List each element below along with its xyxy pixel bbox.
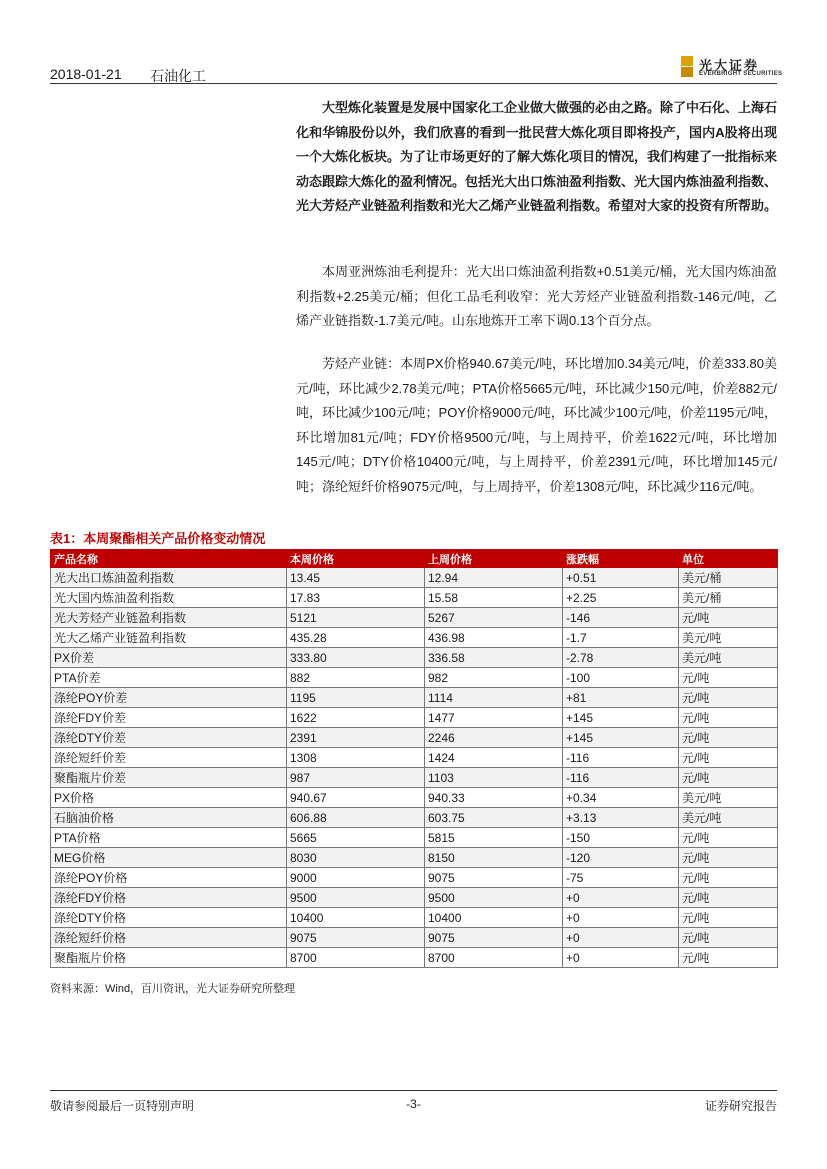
table-row xyxy=(51,788,778,808)
change-cell: -116 xyxy=(563,748,679,768)
this-week-price-cell: 5121 xyxy=(287,608,425,628)
product-name-cell: 涤纶FDY价差 xyxy=(51,708,287,728)
table-header-row xyxy=(51,550,778,568)
last-week-price-cell: 982 xyxy=(425,668,563,688)
unit-cell: 元/吨 xyxy=(679,688,778,708)
footer-divider xyxy=(50,1090,777,1091)
table-row xyxy=(51,868,778,888)
unit-cell: 美元/吨 xyxy=(679,808,778,828)
unit-cell: 元/吨 xyxy=(679,748,778,768)
unit-cell: 美元/吨 xyxy=(679,628,778,648)
change-cell: +81 xyxy=(563,688,679,708)
table-row xyxy=(51,768,778,788)
this-week-price-cell: 10400 xyxy=(287,908,425,928)
table-row xyxy=(51,808,778,828)
header-divider xyxy=(50,83,777,84)
this-week-price-cell: 987 xyxy=(287,768,425,788)
intro-paragraph: 大型炼化装置是发展中国家化工企业做大做强的必由之路。除了中石化、上海石化和华锦股份以外，我们欣喜的看到一批民营大炼化项目即将投产，国内A股将出现一个大炼化板块。为了让市场更好的了解大炼化项目的情况，我们构建了一批指标来动态跟踪大炼化的盈利情况。包括光大出口炼油盈利指数、光大国内炼油盈利指数、光大芳烃产业链盈利指数和光大乙烯产业链盈利指数。希望对大家的投资有所帮助。 xyxy=(296,100,778,213)
unit-cell: 美元/吨 xyxy=(679,648,778,668)
product-name-cell: 涤纶POY价格 xyxy=(51,868,287,888)
change-cell: -75 xyxy=(563,868,679,888)
table-row xyxy=(51,888,778,908)
logo-text-en: EVERBRIGHT SECURITIES xyxy=(699,71,783,77)
table-row xyxy=(51,648,778,668)
last-week-price-cell: 1424 xyxy=(425,748,563,768)
last-week-price-cell: 12.94 xyxy=(425,568,563,588)
product-name-cell: 聚酯瓶片价差 xyxy=(51,768,287,788)
table-source: 资料来源：Wind，百川资讯，光大证券研究所整理 xyxy=(50,983,296,995)
table-row xyxy=(51,848,778,868)
change-cell: -120 xyxy=(563,848,679,868)
unit-cell: 美元/吨 xyxy=(679,788,778,808)
column-header: 产品名称 xyxy=(51,550,287,568)
change-cell: -1.7 xyxy=(563,628,679,648)
change-cell: +0.34 xyxy=(563,788,679,808)
this-week-price-cell: 8030 xyxy=(287,848,425,868)
table-row xyxy=(51,928,778,948)
change-cell: +0 xyxy=(563,948,679,968)
product-name-cell: 涤纶FDY价格 xyxy=(51,888,287,908)
unit-cell: 元/吨 xyxy=(679,828,778,848)
this-week-price-cell: 1622 xyxy=(287,708,425,728)
unit-cell: 元/吨 xyxy=(679,888,778,908)
this-week-price-cell: 1308 xyxy=(287,748,425,768)
product-name-cell: PTA价差 xyxy=(51,668,287,688)
last-week-price-cell: 8150 xyxy=(425,848,563,868)
table-row xyxy=(51,908,778,928)
this-week-price-cell: 9075 xyxy=(287,928,425,948)
product-name-cell: 光大国内炼油盈利指数 xyxy=(51,588,287,608)
product-name-cell: PX价差 xyxy=(51,648,287,668)
last-week-price-cell: 8700 xyxy=(425,948,563,968)
product-name-cell: MEG价格 xyxy=(51,848,287,868)
aromatics-paragraph: 芳烃产业链：本周PX价格940.67美元/吨，环比增加0.34美元/吨，价差333.80美元/吨，环比减少2.78美元/吨；PTA价格5665元/吨，环比减少150元/吨，价差882元/吨，环比减少100元/吨；POY价格9000元/吨，环比减少100元/吨，价差1195元/吨，环比增加81元/吨；FDY价格9500元/吨，与上周持平，价差1622元/吨，环比增加145元/吨；DTY价格10400元/吨，与上周持平，价差2391元/吨，环比增加145元/吨；涤纶短纤价格9075元/吨，与上周持平，价差1308元/吨，环比减少116元/吨。 xyxy=(296,356,777,494)
table-row xyxy=(51,728,778,748)
change-cell: +0 xyxy=(563,928,679,948)
change-cell: -2.78 xyxy=(563,648,679,668)
footer-disclaimer: 敬请参阅最后一页特别声明 xyxy=(50,1099,195,1113)
unit-cell: 美元/桶 xyxy=(679,588,778,608)
table-row xyxy=(51,748,778,768)
logo-mark-icon xyxy=(681,56,693,77)
table-row xyxy=(51,588,778,608)
column-header: 涨跌幅 xyxy=(563,550,679,568)
product-name-cell: PTA价格 xyxy=(51,828,287,848)
this-week-price-cell: 13.45 xyxy=(287,568,425,588)
column-header: 本周价格 xyxy=(287,550,425,568)
unit-cell: 元/吨 xyxy=(679,908,778,928)
column-header: 单位 xyxy=(679,550,778,568)
product-name-cell: 涤纶短纤价格 xyxy=(51,928,287,948)
table-caption: 表1：本周聚酯相关产品价格变动情况 xyxy=(50,531,266,546)
table-row xyxy=(51,688,778,708)
unit-cell: 元/吨 xyxy=(679,928,778,948)
change-cell: -100 xyxy=(563,668,679,688)
last-week-price-cell: 5267 xyxy=(425,608,563,628)
unit-cell: 元/吨 xyxy=(679,848,778,868)
product-name-cell: 光大芳烃产业链盈利指数 xyxy=(51,608,287,628)
table-row xyxy=(51,608,778,628)
unit-cell: 美元/桶 xyxy=(679,568,778,588)
this-week-price-cell: 9500 xyxy=(287,888,425,908)
product-name-cell: 光大出口炼油盈利指数 xyxy=(51,568,287,588)
change-cell: +3.13 xyxy=(563,808,679,828)
unit-cell: 元/吨 xyxy=(679,708,778,728)
last-week-price-cell: 5815 xyxy=(425,828,563,848)
last-week-price-cell: 603.75 xyxy=(425,808,563,828)
page-number: -3- xyxy=(406,1097,421,1111)
table-row xyxy=(51,668,778,688)
unit-cell: 元/吨 xyxy=(679,768,778,788)
summary-paragraph: 本周亚洲炼油毛利提升：光大出口炼油盈利指数+0.51美元/桶，光大国内炼油盈利指数+2.25美元/桶；但化工品毛利收窄：光大芳烃产业链盈利指数-146元/吨，乙烯产业链指数-1.7美元/吨。山东地炼开工率下调0.13个百分点。 xyxy=(296,264,777,328)
last-week-price-cell: 436.98 xyxy=(425,628,563,648)
product-name-cell: 涤纶短纤价差 xyxy=(51,748,287,768)
this-week-price-cell: 1195 xyxy=(287,688,425,708)
change-cell: +0 xyxy=(563,908,679,928)
table-row xyxy=(51,708,778,728)
table-row xyxy=(51,568,778,588)
last-week-price-cell: 336.58 xyxy=(425,648,563,668)
this-week-price-cell: 2391 xyxy=(287,728,425,748)
table-row xyxy=(51,948,778,968)
change-cell: -146 xyxy=(563,608,679,628)
product-name-cell: 涤纶DTY价格 xyxy=(51,908,287,928)
change-cell: -150 xyxy=(563,828,679,848)
unit-cell: 元/吨 xyxy=(679,868,778,888)
product-name-cell: 聚酯瓶片价格 xyxy=(51,948,287,968)
change-cell: +2.25 xyxy=(563,588,679,608)
last-week-price-cell: 9075 xyxy=(425,928,563,948)
this-week-price-cell: 17.83 xyxy=(287,588,425,608)
change-cell: +145 xyxy=(563,708,679,728)
column-header: 上周价格 xyxy=(425,550,563,568)
this-week-price-cell: 435.28 xyxy=(287,628,425,648)
unit-cell: 元/吨 xyxy=(679,948,778,968)
this-week-price-cell: 606.88 xyxy=(287,808,425,828)
last-week-price-cell: 1477 xyxy=(425,708,563,728)
last-week-price-cell: 10400 xyxy=(425,908,563,928)
product-name-cell: 涤纶POY价差 xyxy=(51,688,287,708)
unit-cell: 元/吨 xyxy=(679,608,778,628)
logo-text-cn: 光大证券 xyxy=(699,58,760,73)
table-row xyxy=(51,628,778,648)
change-cell: +0 xyxy=(563,888,679,908)
last-week-price-cell: 9075 xyxy=(425,868,563,888)
this-week-price-cell: 9000 xyxy=(287,868,425,888)
unit-cell: 元/吨 xyxy=(679,668,778,688)
this-week-price-cell: 940.67 xyxy=(287,788,425,808)
change-cell: +0.51 xyxy=(563,568,679,588)
footer-report-type: 证券研究报告 xyxy=(704,1099,777,1113)
change-cell: +145 xyxy=(563,728,679,748)
page-header xyxy=(50,56,783,84)
last-week-price-cell: 1103 xyxy=(425,768,563,788)
unit-cell: 元/吨 xyxy=(679,728,778,748)
report-sector: 石油化工 xyxy=(150,68,206,84)
last-week-price-cell: 940.33 xyxy=(425,788,563,808)
last-week-price-cell: 9500 xyxy=(425,888,563,908)
this-week-price-cell: 8700 xyxy=(287,948,425,968)
this-week-price-cell: 882 xyxy=(287,668,425,688)
product-name-cell: 光大乙烯产业链盈利指数 xyxy=(51,628,287,648)
product-name-cell: 石脑油价格 xyxy=(51,808,287,828)
last-week-price-cell: 2246 xyxy=(425,728,563,748)
company-logo xyxy=(681,56,783,78)
price-table xyxy=(50,549,778,968)
table-row xyxy=(51,828,778,848)
last-week-price-cell: 1114 xyxy=(425,688,563,708)
product-name-cell: PX价格 xyxy=(51,788,287,808)
report-date: 2018-01-21 xyxy=(50,66,122,82)
product-name-cell: 涤纶DTY价差 xyxy=(51,728,287,748)
change-cell: -116 xyxy=(563,768,679,788)
this-week-price-cell: 333.80 xyxy=(287,648,425,668)
last-week-price-cell: 15.58 xyxy=(425,588,563,608)
this-week-price-cell: 5665 xyxy=(287,828,425,848)
